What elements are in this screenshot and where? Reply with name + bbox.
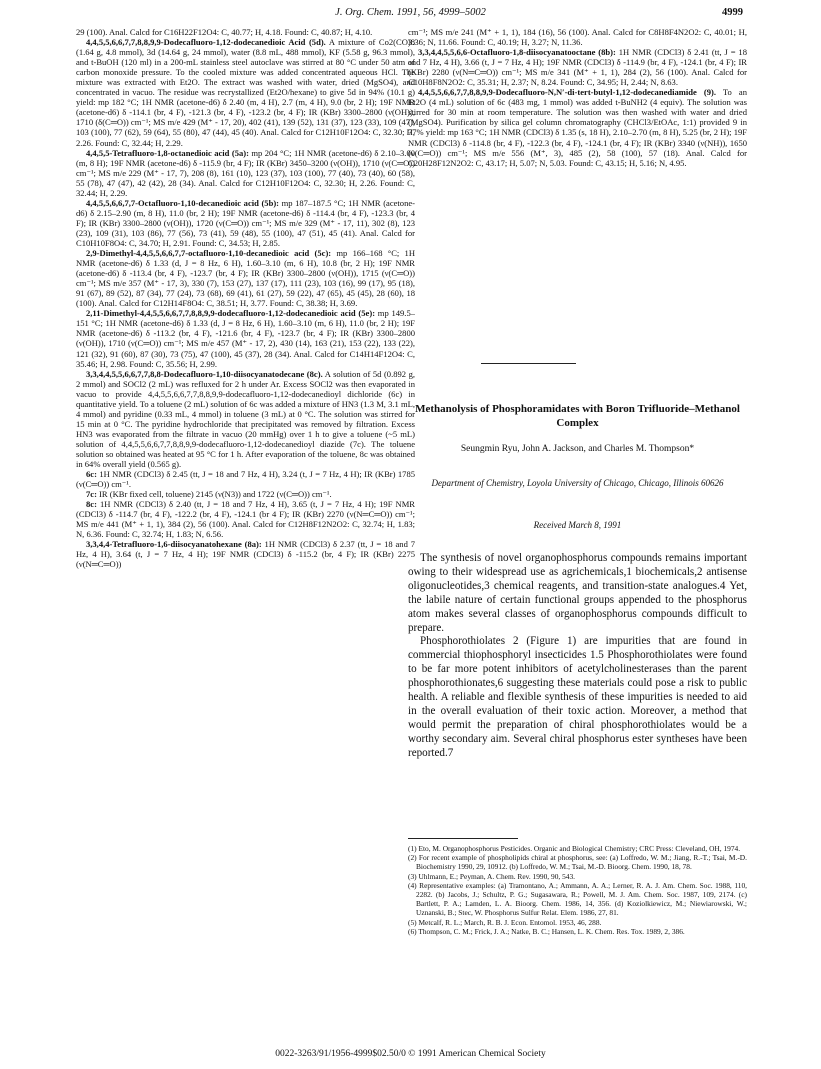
footnotes bbox=[408, 844, 747, 936]
compound-heading: 3,3,4,4-Tetrafluoro-1,6-diisocyanatohexane (8a): bbox=[86, 539, 262, 550]
compound-heading: 3,3,4,4,5,5,6,6-Octafluoro-1,8-diisocyanatooctane (8b): bbox=[418, 47, 616, 58]
experimental-paragraph: 3,3,4,4,5,5,6,6,7,7,8,8-Dodecafluoro-1,10-diisocyanatodecane (8c). A solution of 5d (0.892 g, 2 mmol) and SOCl2 (2 mL) was refluxed for 2 h under Ar. Excess SOCl2 was then evaporated in vacuo to provide 4,4,5,5,6,6,7,7,8,8,9,9-dodecafluoro-1,12-dodecanedioyl dichloride (6c) in quantitative yield. To a toluene (2 mL) solution of 6c was added a mixture of HN3 (1.3 M, 3.1 mL, 4 mmol) and pyridine (0.33 mL, 4 mmol) in toluene (3 mL) at 0 °C. The solution was stirred for 15 min at 0 °C. The pyridine hydrochloride that precipitated was removed by filtration. Excess HN3 was evaporated from the filtrate in vacuo (20 mmHg) over 1 h to give a toluene (~5 mL) solution of 4,4,5,5,6,6,7,7,8,8,9,9-dodecafluoro-1,12-dodecanedioyl diazide (7c). The toluene solution so obtained was heated at 95 °C for 1 h. After evaporation of the toluene, 8c was obtained in 64% overall yield (0.565 g). bbox=[76, 368, 415, 470]
experimental-paragraph: 3,3,4,4-Tetrafluoro-1,6-diisocyanatohexane (8a): 1H NMR (CDCl3) δ 2.37 (tt, J = 18 and 7 Hz, 4 H), 3.64 (t, J = 7 Hz, 4 H); 19F NMR (CDCl3) δ -115.2 (br, 4 F); IR (KBr) 2275 (ν(N═C═O)) bbox=[76, 539, 415, 570]
experimental-paragraph: 2,9-Dimethyl-4,4,5,5,6,6,7,7-octafluoro-1,10-decanedioic acid (5c): mp 166–168 °C; 1H NMR (acetone-d6) δ 1.33 (d, J = 8 Hz, 6 H), 1.60–3.10 (m, 6 H), 10.8 (br, 2 H); 19F NMR (acetone-d6) δ -113.4 (br, 4 F), -123.7 (br, 4 F); IR (KBr) 3300–2800 (ν(OH)), 1715 (ν(C═O)) cm⁻¹; MS m/e 357 (M⁺ - 17, 3), 330 (7), 153 (27), 137 (17), 111 (23), 103 (16), 99 (17), 95 (18), 91 (67), 89 (52), 87 (34), 77 (24), 73 (68), 69 (41), 61 (27), 59 (22), 47 (65), 45 (45), 28 (60), 18 (100). Anal. Calcd for C12H14F8O4: C, 38.51; H, 3.77. Found: C, 38.38; H, 3.69. bbox=[76, 248, 415, 309]
experimental-paragraph: 8c: 1H NMR (CDCl3) δ 2.40 (tt, J = 18 and 7 Hz, 4 H), 3.65 (t, J = 7 Hz, 4 H); 19F NMR (CDCl3) δ -114.7 (br, 4 F), -122.2 (br, 4 F), -124.1 (br 4 F); IR (KBr) 2270 (ν(N═C═O)) cm⁻¹; MS m/e 441 (M⁺ + 1, 1), 384 (2), 56 (100). Anal. Calcd for C12H8F12N2O2: C, 32.74; H, 1.83; N, 6.36. Found: C, 32.74; H, 1.83; N, 6.56. bbox=[76, 499, 415, 540]
footnote: (5) Metcalf, R. L.; March, R. B. J. Econ. Entomol. 1953, 46, 288. bbox=[408, 917, 602, 927]
right-column-top bbox=[408, 27, 747, 352]
footnote: (6) Thompson, C. M.; Frick, J. A.; Natke, B. C.; Hansen, L. K. Chem. Res. Tox. 1989, 2, 386. bbox=[408, 926, 685, 936]
experimental-paragraph: 3,3,4,4,5,5,6,6-Octafluoro-1,8-diisocyanatooctane (8b): 1H NMR (CDCl3) δ 2.41 (tt, J = 18 and 7 Hz, 4 H), 3.66 (t, J = 7 Hz, 4 H); 19F NMR (CDCl3) δ -114.9 (br, 4 F), -124.1 (br, 4 F); IR (KBr) 2280 (ν(N═C═O)) cm⁻¹; MS m/e 341 (M⁺ + 1, 1), 284 (2), 56 (100). Anal. Calcd for C10H8F8N2O2: C, 35.31; H, 2.37; N, 8.24. Found: C, 34.95; H, 2.44; N, 8.63. bbox=[408, 47, 747, 88]
experimental-paragraph: 4,4,5,5-Tetrafluoro-1,8-octanedioic acid (5a): mp 204 °C; 1H NMR (acetone-d6) δ 2.10–3.00 (m, 8 H); 19F NMR (acetone-d6) δ -115.9 (br, 4 F); IR (KBr) 3450–3200 (ν(OH)), 1710 (ν(C═O)) cm⁻¹; MS m/e 229 (M⁺ - 17, 7), 208 (8), 161 (10), 123 (37), 103 (100), 77 (40), 73 (40), 60 (58), 55 (78), 47 (47), 42 (42), 28 (34). Anal. Calcd for C12H10F12O4: C, 32.30; H, 2.26. Found: C, 32.44; H, 2.29. bbox=[76, 147, 415, 198]
article-authors: Seungmin Ryu, John A. Jackson, and Charles M. Thompson* bbox=[460, 444, 695, 454]
experimental-paragraph: 4,4,5,5,6,6,7,7-Octafluoro-1,10-decanedioic acid (5b): mp 187–187.5 °C; 1H NMR (acetone-d6) δ 2.15–2.90 (m, 8 H), 11.0 (br, 2 H); 19F NMR (acetone-d6) δ -114.4 (br, 4 F), -123.3 (br, 4 F); IR (KBr) 3300–2800 (ν(OH)), 1720 (ν(C═O)) cm⁻¹; MS m/e 329 (M⁺ - 17, 11), 302 (8), 123 (23), 109 (31), 103 (86), 77 (56), 73 (41), 59 (48), 55 (100), 47 (51), 45 (41). Anal. Calcd for C10H10F8O4: C, 34.70; H, 2.91. Found: C, 34.53; H, 2.85. bbox=[76, 197, 415, 248]
footnote: (4) Representative examples: (a) Tramontano, A.; Ammann, A. A.; Lerner, R. A. J. Am. Chem. Soc. 1988, 110, 2282. (b) Jacobs, J.; Schultz, P. G.; Sugasawara, R.; Powell, M. J. Am. Chem. Soc. 1987, 109, 2174. (c) Bartlett, P. A.; Lamden, L. A. Bioorg. Chem. 1986, 14, 356. (d) Koziolkiewicz, M.; Niewiarowski, W.; Uznanski, B.; Stec, W. Phosphorus Sulfur Relat. Elem. 1986, 27, 81. bbox=[408, 880, 747, 918]
experimental-paragraph: 7c: IR (KBr fixed cell, toluene) 2145 (ν(N3)) and 1722 (ν(C═O)) cm⁻¹. bbox=[86, 489, 332, 500]
running-header bbox=[0, 7, 821, 23]
section-divider bbox=[481, 363, 576, 364]
compound-heading: 7c: bbox=[86, 489, 97, 500]
compound-heading: 4,4,5,5-Tetrafluoro-1,8-octanedioic acid (5a): bbox=[86, 147, 249, 158]
left-column bbox=[76, 27, 415, 1030]
experimental-paragraph: 2,11-Dimethyl-4,4,5,5,6,6,7,7,8,8,9,9-dodecafluoro-1,12-dodecanedioic acid (5e): mp 149.5–151 °C; 1H NMR (acetone-d6) δ 1.33 (d, J = 8 Hz, 6 H), 1.60–3.10 (m, 6 H), 11.0 (br, 2 H); 19F NMR (acetone-d6) δ -113.2 (br, 4 F), -121.6 (br, 4 F), -123.7 (br, 4 F); IR (KBr) 3300–2800 (ν(OH)), 1710 (ν(C═O)) cm⁻¹; MS m/e 457 (M⁺ - 17, 2), 430 (14), 163 (21), 153 (22), 133 (22), 121 (32), 91 (60), 87 (30), 73 (75), 47 (100), 45 (37), 28 (34). Anal. Calcd for C14H14F12O4: C, 35.46; H, 2.98. Found: C, 35.56; H, 2.99. bbox=[76, 308, 415, 369]
compound-heading: 8c: bbox=[86, 499, 97, 510]
compound-heading: 6c: bbox=[86, 469, 97, 480]
compound-heading: 3,3,4,4,5,5,6,6,7,7,8,8-Dodecafluoro-1,10-diisocyanatodecane (8c). bbox=[86, 368, 323, 379]
compound-heading: 4,4,5,5,6,6,7,7,8,8,9,9-Dodecafluoro-1,12-dodecanedioic Acid (5d). bbox=[86, 37, 326, 48]
experimental-paragraph: 6c: 1H NMR (CDCl3) δ 2.45 (tt, J = 18 and 7 Hz, 4 H), 3.24 (t, J = 7 Hz, 4 H); IR (KBr) 1785 (ν(C═O)) cm⁻¹. bbox=[76, 469, 415, 490]
article-body bbox=[408, 552, 747, 761]
body-paragraph: The synthesis of novel organophosphorus compounds remains important owing to their widespread use as agrichemicals,1 biochemicals,2 antisense oligonucleotides,3 chemical reagents, and transition-state analogues.4 Yet, the labile nature of certain functional groups appended to the phosphorus atom makes several classes of organophosphorus compounds difficult to prepare. bbox=[408, 552, 747, 634]
received-date: Received March 8, 1991 bbox=[533, 520, 622, 530]
footnote: (1) Eto, M. Organophosphorus Pesticides. Organic and Biological Chemistry; CRC Press: Cleveland, OH, 1974. bbox=[408, 844, 741, 853]
article-affiliation: Department of Chemistry, Loyola University of Chicago, Chicago, Illinois 60626 bbox=[431, 478, 724, 488]
article-title: Methanolysis of Phosphoramidates with Boron Trifluoride–Methanol Complex bbox=[415, 403, 740, 429]
body-paragraph: Phosphorothiolates 2 (Figure 1) are impurities that are found in commercial thiophosphoryl insecticides 1.5 Phosphorothiolates were found to be far more potent inhibitors of acetylcholinesterases than the parent phosphorothionates,6 suggesting these materials could pose a risk to public health. A reliable and flexible synthesis of these impurities is needed to aid in the overall evaluation of their toxic action. Moreover, a method that would permit the preparation of chiral phosphorothiolates would be a worthy secondary aim. Several chiral phosphorus ester syntheses have been reported.7 bbox=[408, 635, 747, 759]
journal-citation: J. Org. Chem. 1991, 56, 4999–5002 bbox=[335, 7, 486, 18]
experimental-paragraph: 4,4,5,5,6,6,7,7,8,8,9,9-Dodecafluoro-N,N′-di-tert-butyl-1,12-dodecanediamide (9). To an Et2O (4 mL) solution of 6c (483 mg, 1 mmol) was added t-BuNH2 (4 equiv). The solution was stirred for 30 min at room temperature. The solution was then washed with water and dried (MgSO4). Purification by silica gel column chromatography (CHCl3/EtOAc, 1:1) provided 9 in 77% yield: mp 163 °C; 1H NMR (CDCl3) δ 1.35 (s, 18 H), 2.10–2.70 (m, 8 H), 5.25 (br, 2 H); 19F NMR (CDCl3) δ -114.8 (br, 4 F), -122.3 (br, 4 F), -124.1 (br, 4 F); IR (KBr) 3340 (ν(NH)), 1650 (ν(C═O)) cm⁻¹; MS m/e 556 (M⁺, 3), 485 (2), 58 (100), 57 (18). Anal. Calcd for C20H28F12N2O2: C, 43.17; H, 5.07; N, 5.03. Found: C, 43.15; H, 5.16; N, 4.95. bbox=[408, 87, 747, 168]
compound-heading: 4,4,5,5,6,6,7,7,8,8,9,9-Dodecafluoro-N,N′-di-tert-butyl-1,12-dodecanediamide (9). bbox=[418, 87, 716, 98]
experimental-paragraph: 29 (100). Anal. Calcd for C16H22F12O4: C, 40.77; H, 4.18. Found: C, 40.87; H, 4.10. bbox=[76, 27, 373, 37]
copyright-footer: 0022-3263/91/1956-4999$02.50/0 © 1991 American Chemical Society bbox=[275, 1049, 546, 1059]
footnote-divider bbox=[408, 838, 518, 839]
compound-heading: 4,4,5,5,6,6,7,7-Octafluoro-1,10-decanedioic acid (5b): bbox=[86, 197, 280, 208]
footnote: (2) For recent example of phospholipids chiral at phosphorus, see: (a) Loffredo, W. M.; Jiang, R.-T.; Tsai, M.-D. Biochemistry 1990, 29, 10912. (b) Loffredo, W. M.; Tsai, M.-D. Bioorg. Chem. 1990, 18, 78. bbox=[408, 853, 747, 872]
compound-heading: 2,9-Dimethyl-4,4,5,5,6,6,7,7-octafluoro-1,10-decanedioic acid (5c): bbox=[86, 248, 332, 259]
experimental-paragraph: 4,4,5,5,6,6,7,7,8,8,9,9-Dodecafluoro-1,12-dodecanedioic Acid (5d). A mixture of Co2(CO)8 (1.64 g, 4.8 mmol), 3d (14.64 g, 24 mmol), water (8.8 mL, 488 mmol), KF (5.58 g, 96.3 mmol), and t-BuOH (120 ml) in a 200-mL stainless steel autoclave was stirred at 80 °C under 50 atm of carbon monoxide pressure. To the cooled mixture was added concentrated aqueous HCl. The mixture was extracted with Et2O. The extract was washed with water, dried (MgSO4), and concentrated in vacuo. The residue was recrystallized (Et2O/hexane) to give 5d in 94% (10.1 g) yield: mp 182 °C; 1H NMR (acetone-d6) δ 2.40 (m, 4 H), 2.7 (m, 4 H), 9.0 (br, 2 H); 19F NMR (acetone-d6) δ -114.1 (br, 4 F), -121.3 (br, 4 F), -123.2 (br, 4 F); IR (KBr) 3300–2800 (ν(OH)), 1710 (δ(C═O)) cm⁻¹; MS m/e 429 (M⁺ - 17, 20), 402 (41), 139 (52), 131 (37), 123 (33), 109 (47), 103 (100), 77 (62), 59 (64), 55 (80), 47 (44), 45 (40). Anal. Calcd for C12H10F12O4: C, 32.30; H, 2.26. Found: C, 32.44; H, 2.29. bbox=[76, 37, 415, 148]
page-number: 4999 bbox=[722, 7, 743, 18]
compound-heading: 2,11-Dimethyl-4,4,5,5,6,6,7,7,8,8,9,9-dodecafluoro-1,12-dodecanedioic acid (5e): bbox=[86, 308, 376, 319]
footnote: (3) Uhlmann, E.; Peyman, A. Chem. Rev. 1990, 90, 543. bbox=[408, 871, 576, 881]
experimental-paragraph: cm⁻¹; MS m/e 241 (M⁺ + 1, 1), 184 (16), 56 (100). Anal. Calcd for C8H8F4N2O2: C, 40.01; H, 3.36; N, 11.66. Found: C, 40.19; H, 3.27; N, 11.36. bbox=[408, 27, 747, 48]
